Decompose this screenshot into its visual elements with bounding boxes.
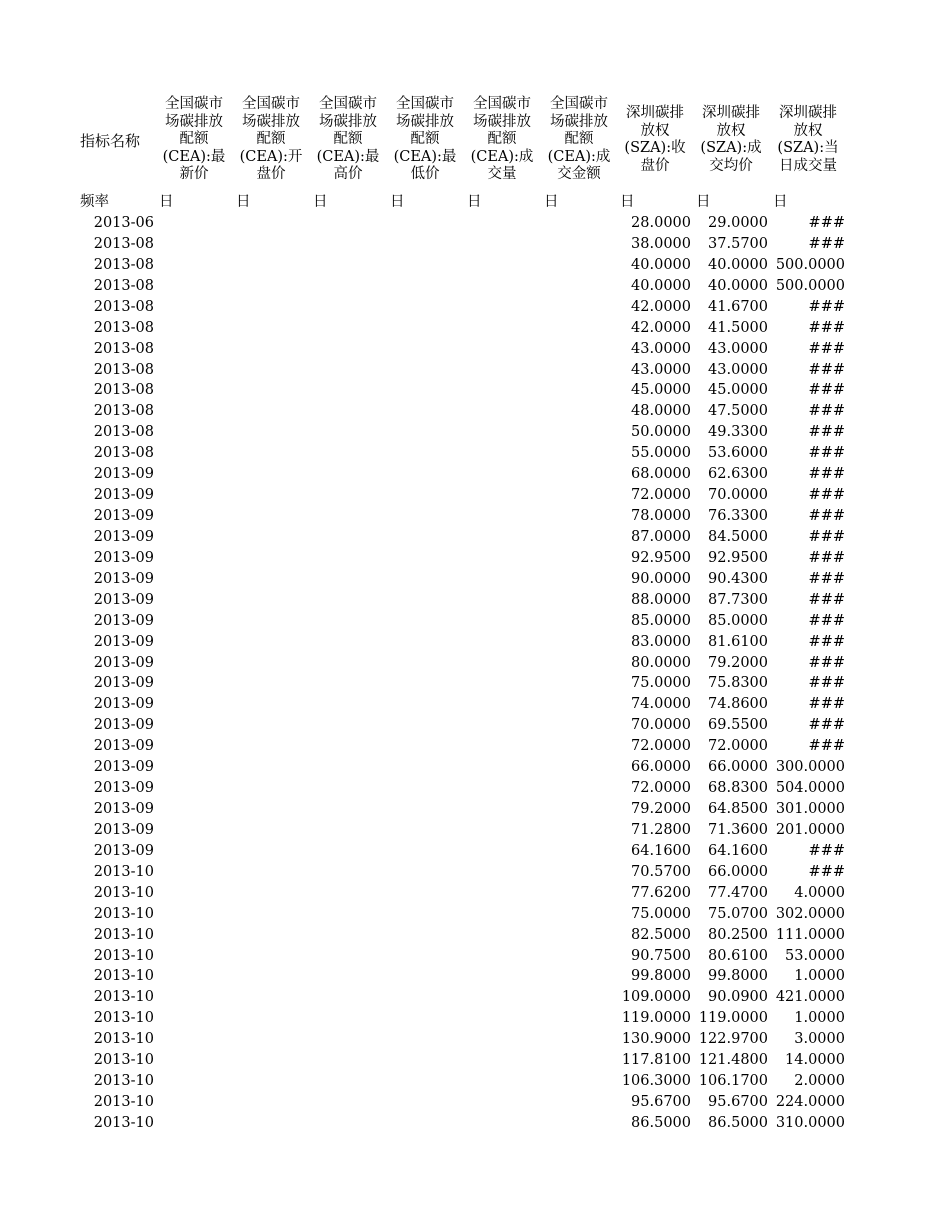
table-row (0, 276, 950, 297)
frequency-cell[interactable]: 日 (544, 194, 559, 210)
table-row (0, 360, 950, 381)
avg-price-cell[interactable]: 99.8000 (708, 968, 768, 985)
close-price-cell[interactable]: 38.0000 (631, 235, 691, 252)
close-price-cell[interactable]: 78.0000 (631, 508, 691, 525)
column-header[interactable]: 全国碳市 场碳排放 配额 (CEA):最 高价 (316, 96, 380, 183)
frequency-cell[interactable]: 日 (696, 194, 711, 210)
date-cell[interactable]: 2013-09 (93, 466, 154, 483)
avg-price-cell[interactable]: 75.0700 (708, 905, 768, 922)
volume-cell[interactable]: 224.0000 (775, 1094, 845, 1111)
date-cell[interactable]: 2013-10 (93, 884, 154, 901)
volume-cell[interactable]: ### (808, 445, 845, 462)
volume-cell[interactable]: ### (808, 570, 845, 587)
close-price-cell[interactable]: 40.0000 (631, 256, 691, 273)
avg-price-cell[interactable]: 43.0000 (708, 361, 768, 378)
volume-cell[interactable]: ### (808, 842, 845, 859)
volume-cell[interactable]: ### (808, 633, 845, 650)
date-cell[interactable]: 2013-06 (93, 215, 154, 231)
table-row (0, 590, 950, 611)
date-cell[interactable]: 2013-09 (93, 487, 154, 504)
date-cell[interactable]: 2013-09 (93, 612, 154, 629)
close-price-cell[interactable]: 106.3000 (621, 1073, 691, 1090)
table-row (0, 841, 950, 862)
avg-price-cell[interactable]: 49.3300 (708, 424, 768, 441)
avg-price-cell[interactable]: 79.2000 (708, 654, 768, 671)
date-cell[interactable]: 2013-09 (93, 675, 154, 692)
date-cell[interactable]: 2013-08 (93, 424, 154, 441)
volume-cell[interactable]: ### (808, 424, 845, 441)
close-price-cell[interactable]: 88.0000 (631, 591, 691, 608)
table-row (0, 715, 950, 736)
avg-price-cell[interactable]: 64.1600 (708, 842, 768, 859)
volume-cell[interactable]: 301.0000 (775, 801, 845, 818)
avg-price-cell[interactable]: 106.1700 (698, 1073, 768, 1090)
avg-price-cell[interactable]: 76.3300 (708, 508, 768, 525)
avg-price-cell[interactable]: 66.0000 (708, 759, 768, 776)
date-cell[interactable]: 2013-08 (93, 361, 154, 378)
volume-cell[interactable]: ### (808, 528, 845, 545)
date-cell[interactable]: 2013-10 (93, 1073, 154, 1090)
table-row (0, 569, 950, 590)
avg-price-cell[interactable]: 90.4300 (708, 570, 768, 587)
volume-cell[interactable]: 504.0000 (775, 780, 845, 797)
close-price-cell[interactable]: 64.1600 (631, 842, 691, 859)
avg-price-cell[interactable]: 80.2500 (708, 926, 768, 943)
column-header[interactable]: 深圳碳排 放权 (SZA):成 交均价 (700, 105, 762, 174)
date-cell[interactable]: 2013-08 (93, 319, 154, 336)
date-cell[interactable]: 2013-10 (93, 1052, 154, 1069)
volume-cell[interactable]: ### (808, 696, 845, 713)
date-cell[interactable]: 2013-09 (93, 821, 154, 838)
date-cell[interactable]: 2013-08 (93, 298, 154, 315)
volume-cell[interactable]: 500.0000 (775, 256, 845, 273)
close-price-cell[interactable]: 90.0000 (631, 570, 691, 587)
avg-price-cell[interactable]: 75.8300 (708, 675, 768, 692)
volume-cell[interactable]: 302.0000 (775, 905, 845, 922)
date-cell[interactable]: 2013-09 (93, 591, 154, 608)
frequency-cell[interactable]: 日 (620, 194, 635, 210)
volume-cell[interactable]: ### (808, 654, 845, 671)
table-row (0, 632, 950, 653)
avg-price-cell[interactable]: 81.6100 (708, 633, 768, 650)
volume-cell[interactable]: 300.0000 (775, 759, 845, 776)
close-price-cell[interactable]: 48.0000 (631, 403, 691, 420)
table-row (0, 464, 950, 485)
close-price-cell[interactable]: 75.0000 (631, 675, 691, 692)
table-row (0, 925, 950, 946)
date-cell[interactable]: 2013-08 (93, 235, 154, 252)
date-cell[interactable]: 2013-09 (93, 508, 154, 525)
close-price-cell[interactable]: 99.8000 (631, 968, 691, 985)
table-row (0, 694, 950, 715)
date-cell[interactable]: 2013-09 (93, 759, 154, 776)
volume-cell[interactable]: ### (808, 382, 845, 399)
avg-price-cell[interactable]: 53.6000 (708, 445, 768, 462)
volume-cell[interactable]: 1.0000 (794, 968, 845, 985)
volume-cell[interactable]: ### (808, 508, 845, 525)
table-row (0, 1113, 950, 1134)
table-row (0, 799, 950, 820)
avg-price-cell[interactable]: 74.8600 (708, 696, 768, 713)
close-price-cell[interactable]: 83.0000 (631, 633, 691, 650)
column-header[interactable]: 全国碳市 场碳排放 配额 (CEA):开 盘价 (239, 96, 303, 183)
column-header[interactable]: 全国碳市 场碳排放 配额 (CEA):成 交金额 (547, 96, 611, 183)
volume-cell[interactable]: 1.0000 (794, 1010, 845, 1027)
column-header[interactable]: 深圳碳排 放权 (SZA):当 日成交量 (777, 105, 839, 174)
close-price-cell[interactable]: 45.0000 (631, 382, 691, 399)
table-row (0, 422, 950, 443)
close-price-cell[interactable]: 79.2000 (631, 801, 691, 818)
date-cell[interactable]: 2013-09 (93, 633, 154, 650)
table-row (0, 757, 950, 778)
avg-price-cell[interactable]: 77.4700 (708, 884, 768, 901)
avg-price-cell[interactable]: 40.0000 (708, 256, 768, 273)
date-cell[interactable]: 2013-08 (93, 277, 154, 294)
date-cell[interactable]: 2013-09 (93, 654, 154, 671)
close-price-cell[interactable]: 55.0000 (631, 445, 691, 462)
frequency-cell[interactable]: 日 (467, 194, 482, 210)
table-row (0, 527, 950, 548)
avg-price-cell[interactable]: 70.0000 (708, 487, 768, 504)
volume-cell[interactable]: ### (808, 298, 845, 315)
close-price-cell[interactable]: 43.0000 (631, 340, 691, 357)
table-row (0, 485, 950, 506)
close-price-cell[interactable]: 130.9000 (621, 1031, 691, 1048)
close-price-cell[interactable]: 72.0000 (631, 738, 691, 755)
volume-cell[interactable]: ### (808, 675, 845, 692)
close-price-cell[interactable]: 74.0000 (631, 696, 691, 713)
date-cell[interactable]: 2013-10 (93, 1010, 154, 1027)
table-row (0, 297, 950, 318)
volume-cell[interactable]: ### (808, 235, 845, 252)
table-row (0, 318, 950, 339)
table-row (0, 673, 950, 694)
volume-cell[interactable]: 111.0000 (775, 926, 845, 943)
table-row (0, 820, 950, 841)
table-row (0, 213, 950, 234)
avg-price-cell[interactable]: 43.0000 (708, 340, 768, 357)
avg-price-cell[interactable]: 72.0000 (708, 738, 768, 755)
date-cell[interactable]: 2013-10 (93, 947, 154, 964)
table-row (0, 946, 950, 967)
table-row (0, 339, 950, 360)
close-price-cell[interactable]: 72.0000 (631, 780, 691, 797)
date-cell[interactable]: 2013-08 (93, 340, 154, 357)
close-price-cell[interactable]: 40.0000 (631, 277, 691, 294)
table-row (0, 736, 950, 757)
avg-price-cell[interactable]: 84.5000 (708, 528, 768, 545)
frequency-label[interactable]: 频率 (80, 194, 109, 210)
frequency-cell[interactable]: 日 (390, 194, 405, 210)
frequency-cell[interactable]: 日 (773, 194, 788, 210)
volume-cell[interactable]: ### (808, 863, 845, 880)
close-price-cell[interactable]: 75.0000 (631, 905, 691, 922)
date-cell[interactable]: 2013-10 (93, 863, 154, 880)
date-cell[interactable]: 2013-09 (93, 738, 154, 755)
table-row (0, 1008, 950, 1029)
close-price-cell[interactable]: 72.0000 (631, 487, 691, 504)
close-price-cell[interactable]: 117.8100 (621, 1052, 691, 1069)
avg-price-cell[interactable]: 80.6100 (708, 947, 768, 964)
avg-price-cell[interactable]: 41.6700 (708, 298, 768, 315)
avg-price-cell[interactable]: 66.0000 (708, 863, 768, 880)
avg-price-cell[interactable]: 86.5000 (708, 1114, 768, 1131)
table-row (0, 443, 950, 464)
avg-price-cell[interactable]: 40.0000 (708, 277, 768, 294)
volume-cell[interactable]: 14.0000 (785, 1052, 845, 1069)
avg-price-cell[interactable]: 85.0000 (708, 612, 768, 629)
date-cell[interactable]: 2013-10 (93, 1094, 154, 1111)
date-cell[interactable]: 2013-09 (93, 801, 154, 818)
volume-cell[interactable]: 53.0000 (785, 947, 845, 964)
avg-price-cell[interactable]: 41.5000 (708, 319, 768, 336)
volume-cell[interactable]: 4.0000 (794, 884, 845, 901)
close-price-cell[interactable]: 70.0000 (631, 717, 691, 734)
avg-price-cell[interactable]: 29.0000 (708, 215, 768, 231)
avg-price-cell[interactable]: 122.9700 (698, 1031, 768, 1048)
volume-cell[interactable]: 421.0000 (775, 989, 845, 1006)
volume-cell[interactable]: ### (808, 361, 845, 378)
avg-price-cell[interactable]: 64.8500 (708, 801, 768, 818)
volume-cell[interactable]: ### (808, 549, 845, 566)
column-header[interactable]: 全国碳市 场碳排放 配额 (CEA):最 低价 (393, 96, 457, 183)
volume-cell[interactable]: 500.0000 (775, 277, 845, 294)
volume-cell[interactable]: ### (808, 612, 845, 629)
avg-price-cell[interactable]: 95.6700 (708, 1094, 768, 1111)
close-price-cell[interactable]: 70.5700 (631, 863, 691, 880)
avg-price-cell[interactable]: 37.5700 (708, 235, 768, 252)
table-row (0, 904, 950, 925)
column-header[interactable]: 深圳碳排 放权 (SZA):收 盘价 (624, 105, 686, 174)
avg-price-cell[interactable]: 90.0900 (708, 989, 768, 1006)
close-price-cell[interactable]: 119.0000 (621, 1010, 691, 1027)
avg-price-cell[interactable]: 71.3600 (708, 821, 768, 838)
date-cell[interactable]: 2013-08 (93, 403, 154, 420)
date-cell[interactable]: 2013-10 (93, 968, 154, 985)
close-price-cell[interactable]: 92.9500 (631, 549, 691, 566)
column-header[interactable]: 全国碳市 场碳排放 配额 (CEA):最 新价 (162, 96, 226, 183)
table-row (0, 862, 950, 883)
close-price-cell[interactable]: 82.5000 (631, 926, 691, 943)
table-row (0, 987, 950, 1008)
close-price-cell[interactable]: 50.0000 (631, 424, 691, 441)
close-price-cell[interactable]: 95.6700 (631, 1094, 691, 1111)
avg-price-cell[interactable]: 119.0000 (698, 1010, 768, 1027)
volume-cell[interactable]: ### (808, 403, 845, 420)
close-price-cell[interactable]: 86.5000 (631, 1114, 691, 1131)
close-price-cell[interactable]: 42.0000 (631, 319, 691, 336)
table-row (0, 611, 950, 632)
avg-price-cell[interactable]: 47.5000 (708, 403, 768, 420)
close-price-cell[interactable]: 90.7500 (631, 947, 691, 964)
volume-cell[interactable]: ### (808, 717, 845, 734)
date-cell[interactable]: 2013-09 (93, 696, 154, 713)
avg-price-cell[interactable]: 92.9500 (708, 549, 768, 566)
date-cell[interactable]: 2013-09 (93, 549, 154, 566)
date-cell[interactable]: 2013-08 (93, 445, 154, 462)
volume-cell[interactable]: ### (808, 591, 845, 608)
column-header[interactable]: 全国碳市 场碳排放 配额 (CEA):成 交量 (470, 96, 534, 183)
table-row (0, 1092, 950, 1113)
date-cell[interactable]: 2013-08 (93, 382, 154, 399)
table-row (0, 255, 950, 276)
close-price-cell[interactable]: 109.0000 (621, 989, 691, 1006)
date-cell[interactable]: 2013-10 (93, 989, 154, 1006)
table-row (0, 883, 950, 904)
volume-cell[interactable]: ### (808, 319, 845, 336)
table-row (0, 234, 950, 255)
close-price-cell[interactable]: 43.0000 (631, 361, 691, 378)
volume-cell[interactable]: 3.0000 (794, 1031, 845, 1048)
close-price-cell[interactable]: 68.0000 (631, 466, 691, 483)
table-row (0, 966, 950, 987)
volume-cell[interactable]: 2.0000 (794, 1073, 845, 1090)
date-cell[interactable]: 2013-08 (93, 256, 154, 273)
frequency-cell[interactable]: 日 (159, 194, 174, 210)
avg-price-cell[interactable]: 87.7300 (708, 591, 768, 608)
avg-price-cell[interactable]: 121.4800 (698, 1052, 768, 1069)
table-row (0, 401, 950, 422)
table-row (0, 1050, 950, 1071)
close-price-cell[interactable]: 66.0000 (631, 759, 691, 776)
avg-price-cell[interactable]: 45.0000 (708, 382, 768, 399)
avg-price-cell[interactable]: 62.6300 (708, 466, 768, 483)
indicator-name-header[interactable]: 指标名称 (80, 131, 141, 150)
table-row (0, 778, 950, 799)
close-price-cell[interactable]: 80.0000 (631, 654, 691, 671)
close-price-cell[interactable]: 77.6200 (631, 884, 691, 901)
date-cell[interactable]: 2013-10 (93, 926, 154, 943)
close-price-cell[interactable]: 42.0000 (631, 298, 691, 315)
date-cell[interactable]: 2013-09 (93, 780, 154, 797)
volume-cell[interactable]: 310.0000 (775, 1114, 845, 1131)
avg-price-cell[interactable]: 69.5500 (708, 717, 768, 734)
date-cell[interactable]: 2013-09 (93, 842, 154, 859)
avg-price-cell[interactable]: 68.8300 (708, 780, 768, 797)
close-price-cell[interactable]: 28.0000 (631, 215, 691, 231)
close-price-cell[interactable]: 85.0000 (631, 612, 691, 629)
date-cell[interactable]: 2013-09 (93, 528, 154, 545)
volume-cell[interactable]: ### (808, 738, 845, 755)
volume-cell[interactable]: ### (808, 340, 845, 357)
frequency-cell[interactable]: 日 (313, 194, 328, 210)
date-cell[interactable]: 2013-10 (93, 905, 154, 922)
volume-cell[interactable]: ### (808, 466, 845, 483)
date-cell[interactable]: 2013-09 (93, 570, 154, 587)
table-row (0, 1029, 950, 1050)
volume-cell[interactable]: ### (808, 487, 845, 504)
volume-cell[interactable]: 201.0000 (775, 821, 845, 838)
date-cell[interactable]: 2013-10 (93, 1031, 154, 1048)
table-row (0, 548, 950, 569)
table-row (0, 653, 950, 674)
table-row (0, 1071, 950, 1092)
close-price-cell[interactable]: 71.2800 (631, 821, 691, 838)
frequency-cell[interactable]: 日 (236, 194, 251, 210)
close-price-cell[interactable]: 87.0000 (631, 528, 691, 545)
date-cell[interactable]: 2013-09 (93, 717, 154, 734)
volume-cell[interactable]: ### (808, 215, 845, 231)
table-row (0, 506, 950, 527)
table-row (0, 380, 950, 401)
date-cell[interactable]: 2013-10 (93, 1114, 154, 1131)
